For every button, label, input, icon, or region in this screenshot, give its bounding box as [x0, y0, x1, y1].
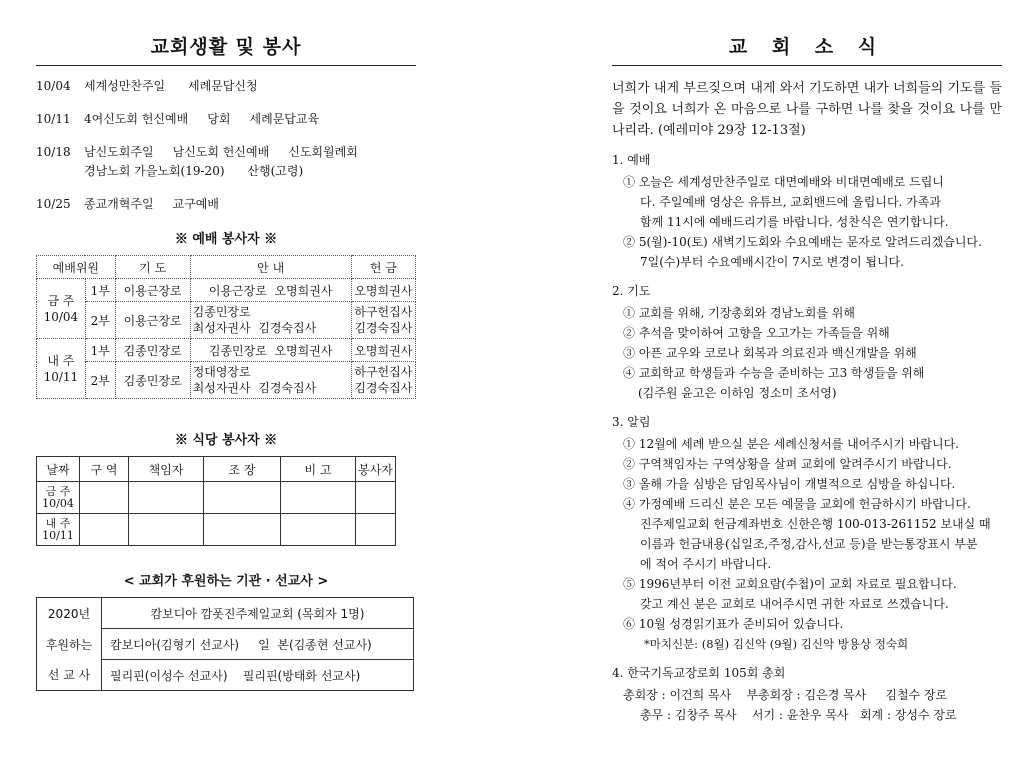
support-row: 캄보디아 깜폿진주제일교회 (목회자 1명)	[102, 598, 414, 629]
item-number: ①	[623, 175, 636, 189]
offering-cell: 오명희권사	[351, 339, 415, 362]
news-item	[612, 474, 1002, 494]
section-heading: 4. 한국기독교장로회 105회 총회	[612, 666, 786, 680]
schedule-row	[36, 195, 416, 214]
service-part: 1부	[85, 339, 115, 362]
news-item	[612, 232, 1002, 252]
guide-cell: 김종민장로 오명희권사	[190, 339, 351, 362]
item-note: *마치신분: (8월) 김신악 (9월) 김신악 방용상 정숙희	[644, 637, 909, 651]
item-number: ⑥	[623, 617, 636, 631]
support-row: 캄보디아(김형기 선교사) 일 본(김종현 선교사)	[102, 629, 414, 660]
right-page	[612, 0, 1002, 725]
schedule-row	[36, 77, 416, 96]
title-divider	[36, 65, 416, 66]
news-item	[612, 363, 1002, 383]
table-header: 안 내	[190, 256, 351, 279]
table-header: 구 역	[80, 457, 129, 482]
item-continuation: 이름과 헌금내용(십일조,주정,감사,선교 등)을 받는통장표시 부분	[640, 537, 978, 551]
item-text: 오늘은 세계성만찬주일로 대면예배와 비대면예배로 드립니	[638, 175, 944, 189]
prayer-cell: 이용근장로	[115, 279, 190, 302]
item-text: 구역책임자는 구역상황을 살펴 교회에 알려주시기 바랍니다.	[638, 457, 952, 471]
prayer-cell: 이용근장로	[115, 302, 190, 339]
item-number: ④	[623, 497, 636, 511]
item-text: 12월에 세례 받으실 분은 세례신청서를 내어주시기 바랍니다.	[638, 437, 960, 451]
scripture-verse: 너희가 내게 부르짖으며 내게 와서 기도하면 내가 너희들의 기도를 들을 것이요 너희가 온 마음으로 나를 구하면 나를 찾을 것이요 나를 만나리라. (예레미야 29장 12-13절)	[612, 81, 1002, 138]
item-number: ③	[623, 477, 636, 491]
item-text: 10월 성경읽기표가 준비되어 있습니다.	[638, 617, 844, 631]
empty-cell	[80, 482, 129, 514]
item-number: ①	[623, 306, 636, 320]
item-continuation: 갖고 계신 분은 교회로 내어주시면 귀한 자료로 쓰겠습니다.	[640, 597, 949, 611]
schedule-text: 종교개혁주일 교구예배	[84, 197, 219, 211]
left-page-title: 교회생활 및 봉사	[150, 36, 302, 58]
section-heading: 1. 예배	[612, 153, 651, 167]
item-text: 가정예배 드리신 분은 모든 예물을 교회에 헌금하시기 바랍니다.	[638, 497, 971, 511]
assembly-officers-line: 총무 : 김창주 목사 서기 : 윤찬우 목사 회계 : 장성수 장로	[640, 708, 957, 722]
assembly-officers-line: 총회장 : 이건희 목사 부총회장 : 김은경 목사 김철수 장로	[623, 688, 948, 702]
table-header: 날짜	[37, 457, 80, 482]
news-item	[612, 574, 1002, 594]
item-continuation: 진주제일교회 헌금계좌번호 신한은행 100-013-261152 보내실 때	[640, 517, 991, 531]
worship-volunteers-table	[36, 255, 416, 399]
support-heading: < 교회가 후원하는 기관 · 선교사 >	[123, 574, 329, 589]
table-header: 헌 금	[351, 256, 415, 279]
item-text: 교회학교 학생들과 수능을 준비하는 고3 학생들을 위해	[638, 366, 925, 380]
section-heading: 3. 알림	[612, 415, 651, 429]
item-text: 올해 가을 심방은 담임목사님이 개별적으로 심방을 하십니다.	[638, 477, 956, 491]
item-number: ①	[623, 437, 636, 451]
support-row: 필리핀(이성수 선교사) 필리핀(방태화 선교사)	[102, 660, 414, 691]
schedule-text: 남신도회주일 남신도회 헌신예배 신도회월례회 경남노회 가을노회(19-20) 산행(고령)	[84, 145, 358, 178]
right-page-title: 교 회 소 식	[728, 36, 886, 58]
empty-cell	[281, 482, 356, 514]
empty-cell	[129, 514, 204, 546]
news-section-notices	[612, 413, 1002, 654]
news-section-assembly	[612, 664, 1002, 725]
table-header: 예배위원	[37, 256, 116, 279]
item-number: ④	[623, 366, 636, 380]
news-item	[612, 303, 1002, 323]
empty-cell	[80, 514, 129, 546]
supported-missions-table	[36, 597, 414, 691]
item-text: 교회를 위해, 기장총회와 경남노회를 위해	[638, 306, 855, 320]
item-number: ⑤	[623, 577, 636, 591]
item-text: 1996년부터 이전 교회요람(수첩)이 교회 자료로 필요합니다.	[638, 577, 957, 591]
schedule-date: 10/25	[36, 197, 71, 211]
support-label: 후원하는	[37, 629, 102, 660]
worship-volunteers-heading: ※ 예배 봉사자 ※	[174, 232, 278, 247]
offering-cell: 오명희권사	[351, 279, 415, 302]
item-number: ②	[623, 235, 636, 249]
table-header: 봉사자	[356, 457, 396, 482]
service-part: 2부	[85, 362, 115, 399]
title-divider	[612, 65, 1002, 66]
item-text: 5(월)-10(토) 새벽기도회와 수요예배는 문자로 알려드리겠습니다.	[638, 235, 982, 249]
prayer-cell: 김종민장로	[115, 339, 190, 362]
empty-cell	[281, 514, 356, 546]
empty-cell	[129, 482, 204, 514]
item-continuation: (김주원 윤고은 이하임 정소미 조서영)	[638, 386, 837, 400]
week-label: 내 주 10/11	[37, 514, 80, 546]
schedule-row	[36, 110, 416, 129]
item-number: ③	[623, 346, 636, 360]
item-number: ②	[623, 457, 636, 471]
schedule-row	[36, 143, 416, 181]
table-header: 조 장	[204, 457, 281, 482]
schedule-text: 세계성만찬주일 세례문답신청	[84, 79, 258, 93]
news-item	[612, 434, 1002, 454]
guide-cell: 이용근장로 오명희권사	[190, 279, 351, 302]
table-header: 기 도	[115, 256, 190, 279]
item-text: 아픈 교우와 코로나 회복과 의료진과 백신개발을 위해	[638, 346, 917, 360]
news-section-worship	[612, 151, 1002, 272]
week-label: 내 주 10/11	[37, 339, 86, 399]
news-item	[612, 323, 1002, 343]
item-continuation: 에 적어 주시기 바랍니다.	[640, 557, 772, 571]
support-label: 2020년	[37, 598, 102, 629]
item-continuation: 7일(수)부터 수요예배시간이 7시로 변경이 됩니다.	[640, 255, 904, 269]
news-item	[612, 494, 1002, 514]
week-label: 금 주 10/04	[37, 482, 80, 514]
schedule-date: 10/18	[36, 145, 71, 159]
item-number: ②	[623, 326, 636, 340]
news-section-prayer	[612, 282, 1002, 403]
news-item	[612, 343, 1002, 363]
empty-cell	[204, 482, 281, 514]
empty-cell	[356, 514, 396, 546]
left-page	[36, 0, 416, 691]
empty-cell	[204, 514, 281, 546]
support-label: 선 교 사	[37, 660, 102, 691]
item-continuation: 다. 주일예배 영상은 유튜브, 교회밴드에 올립니다. 가족과	[640, 195, 941, 209]
prayer-cell: 김종민장로	[115, 362, 190, 399]
guide-cell: 정대영장로 최성자권사 김경숙집사	[190, 362, 351, 399]
service-part: 2부	[85, 302, 115, 339]
section-heading: 2. 기도	[612, 284, 651, 298]
item-continuation: 함께 11시에 예배드리기를 바랍니다. 성찬식은 연기합니다.	[640, 215, 949, 229]
schedule-date: 10/11	[36, 112, 71, 126]
week-label: 금 주 10/04	[37, 279, 86, 339]
empty-cell	[356, 482, 396, 514]
item-text: 추석을 맞이하여 고향을 오고가는 가족들을 위해	[638, 326, 890, 340]
table-header: 책임자	[129, 457, 204, 482]
offering-cell: 하구헌집사 김경숙집사	[351, 362, 415, 399]
news-item	[612, 614, 1002, 634]
news-item	[612, 454, 1002, 474]
service-part: 1부	[85, 279, 115, 302]
schedule-date: 10/04	[36, 79, 71, 93]
schedule-list	[36, 77, 416, 214]
kitchen-volunteers-table	[36, 456, 396, 546]
table-header: 비 고	[281, 457, 356, 482]
schedule-text: 4여신도회 헌신예배 당회 세례문답교육	[84, 112, 320, 126]
offering-cell: 하구헌집사 김경숙집사	[351, 302, 415, 339]
guide-cell: 김종민장로 최성자권사 김경숙집사	[190, 302, 351, 339]
news-item	[612, 172, 1002, 192]
kitchen-volunteers-heading: ※ 식당 봉사자 ※	[174, 433, 278, 448]
